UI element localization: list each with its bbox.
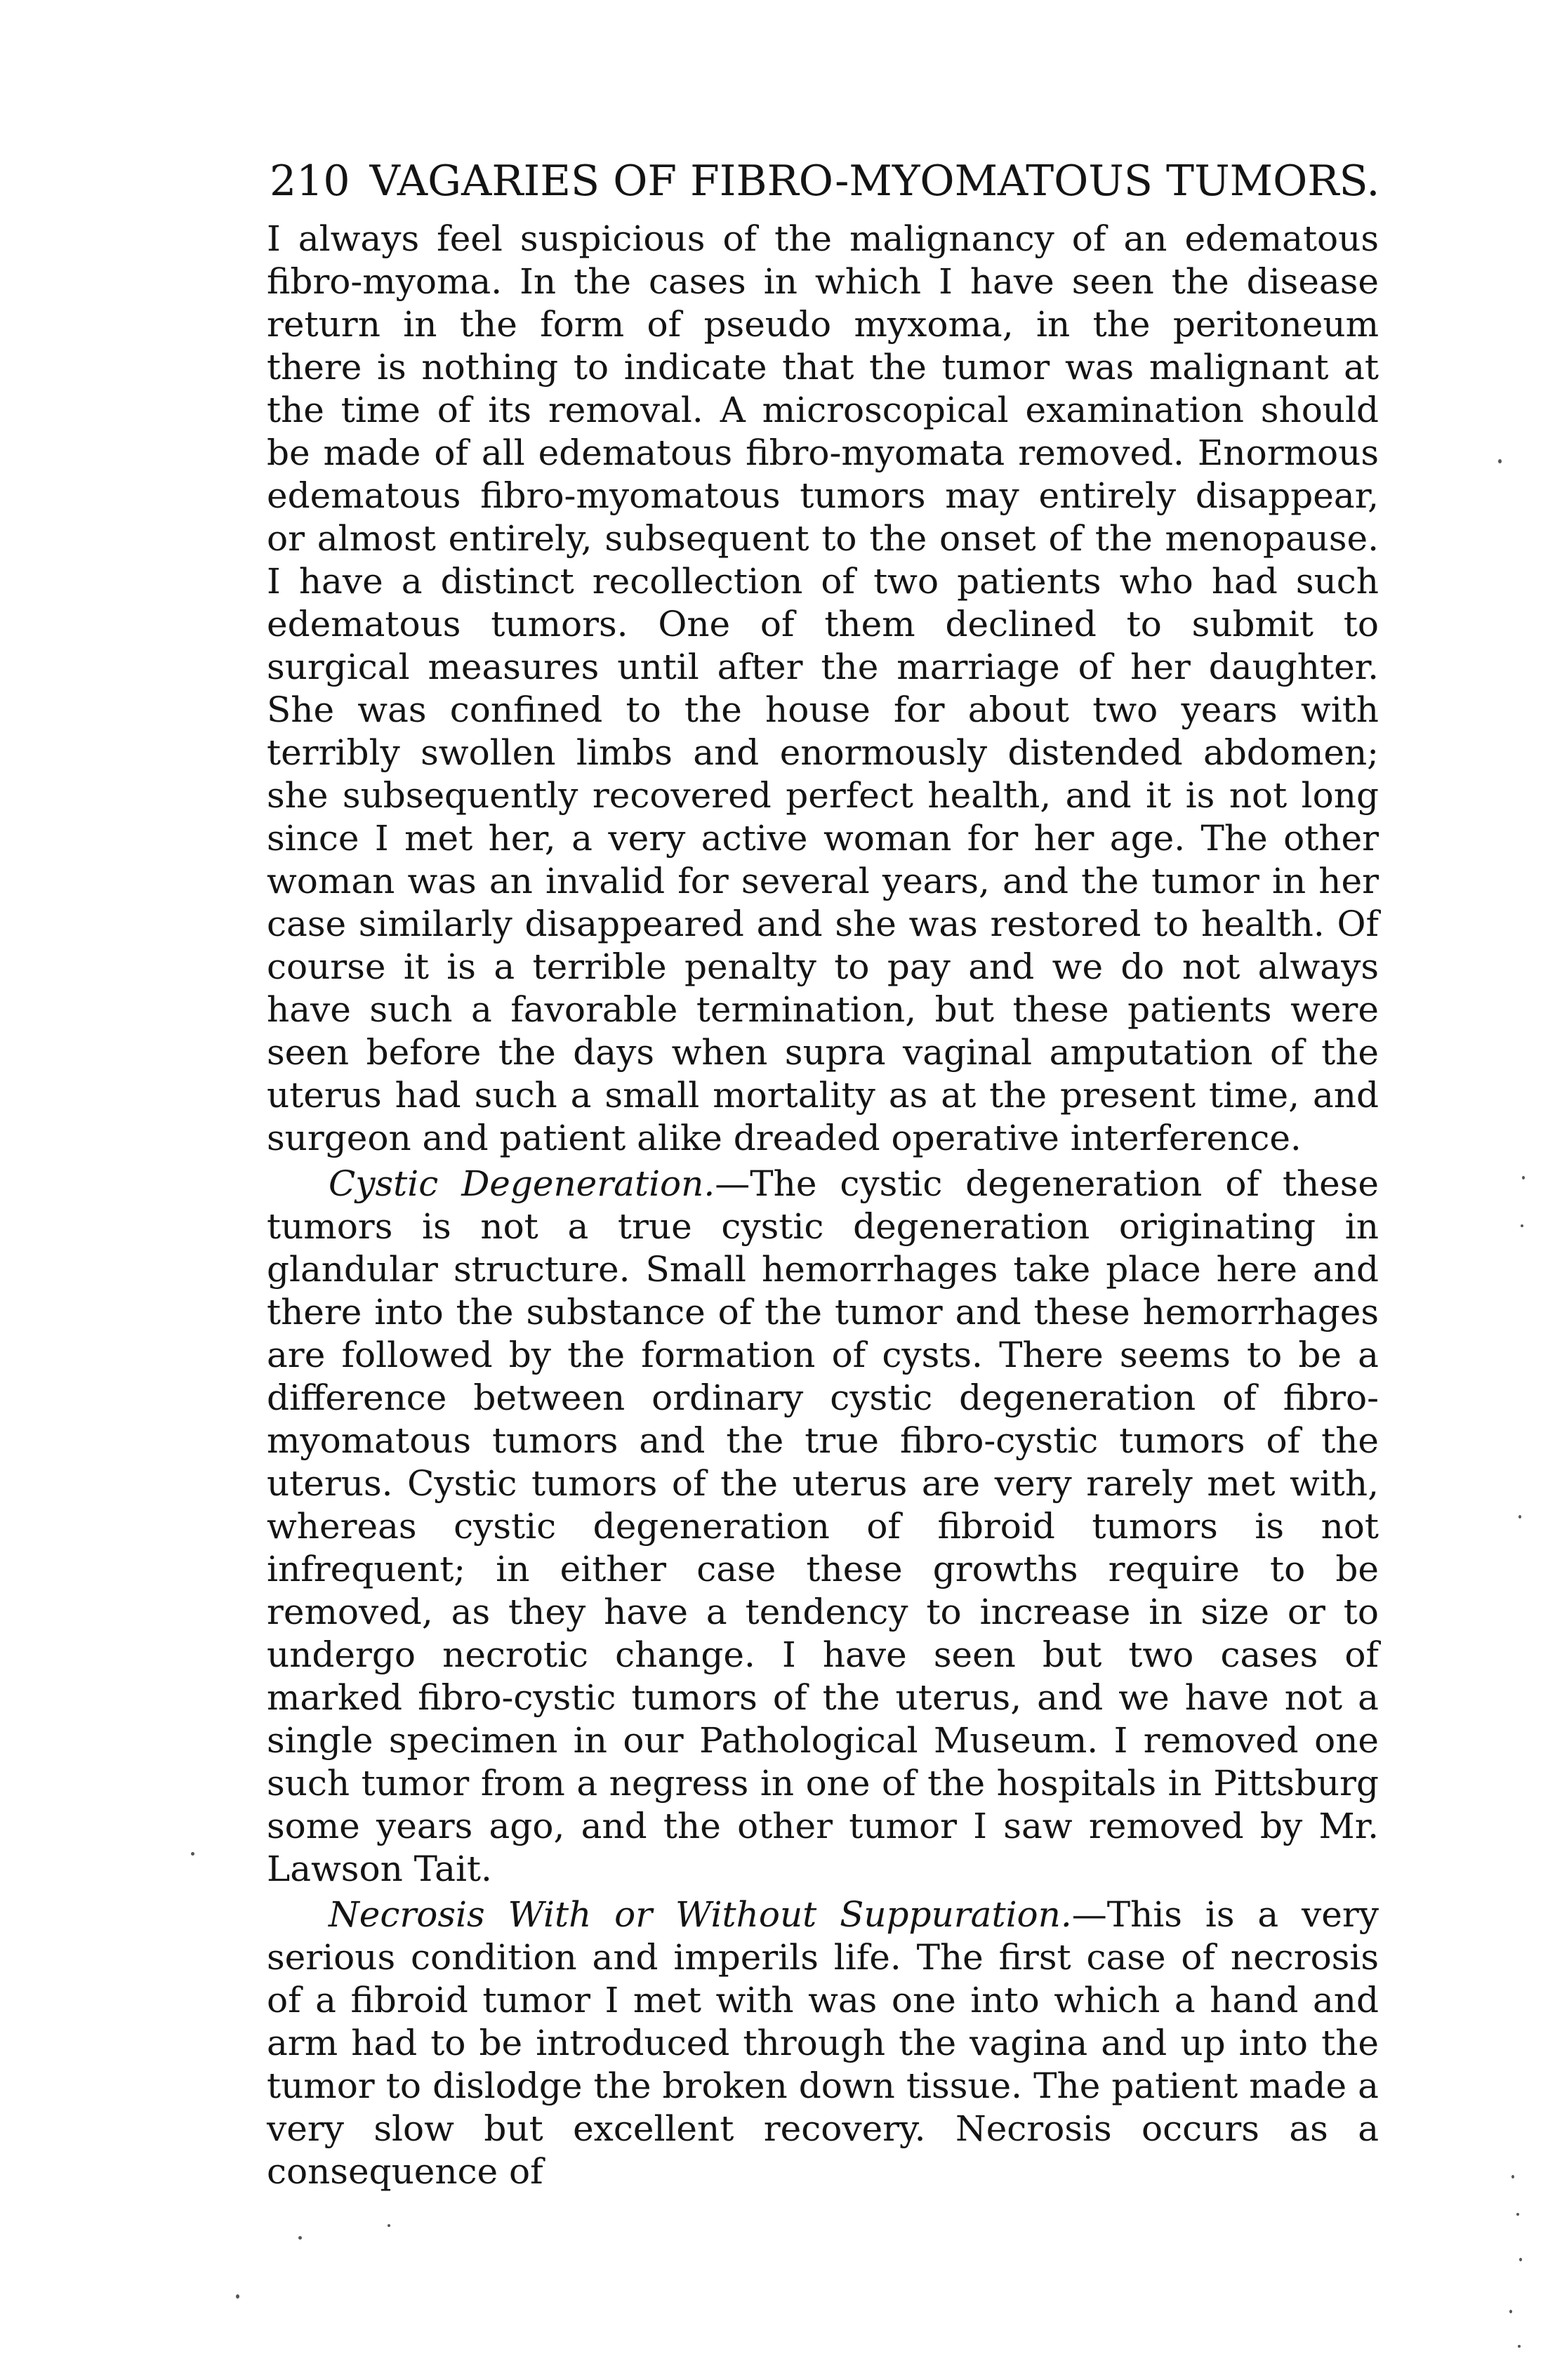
scan-speck	[298, 2236, 302, 2240]
body-text	[267, 218, 1379, 2193]
section-heading-cystic-degeneration: Cystic Degeneration.	[329, 1163, 715, 1204]
paragraph-necrosis	[267, 1893, 1379, 2193]
paragraph-cystic-degeneration	[267, 1163, 1379, 1891]
scan-speck	[1509, 2310, 1512, 2313]
scan-speck	[1518, 1515, 1521, 1519]
paragraph-text: —This is a very serious condition and imperils life. The first case of necrosis of a fibroid tumor I met with was one into which a hand and arm had to be introduced through the vagina and up into the tumor to dislodge the broken down tissue. The patient made a very slow but excellent recovery. Necrosis occurs as a consequence of	[267, 1894, 1379, 2192]
scan-speck	[1516, 2213, 1519, 2216]
scan-speck	[1498, 459, 1502, 463]
paragraph-edematous-fibromyoma: I always feel suspicious of the malignancy of an edematous fibro-myoma. In the cases in which I have seen the disease return in the form of pseudo myxoma, in the peritoneum there is nothing to indicate that the tumor was malignant at the time of its removal. A microscopical examination should be made of all edematous fibro-myomata removed. Enormous edematous fibro-myomatous tumors may entirely disappear, or almost entirely, subsequent to the onset of the menopause. I have a distinct recollection of two patients who had such edematous tumors. One of them declined to submit to surgical measures until after the marriage of her daughter. She was confined to the house for about two years with terribly swollen limbs and enormously distended abdomen; she subsequently recovered perfect health, and it is not long since I met her, a very active woman for her age. The other woman was an invalid for several years, and the tumor in her case similarly disappeared and she was restored to health. Of course it is a terrible penalty to pay and we do not always have such a favorable termination, but these patients were seen before the days when supra vaginal amputation of the uterus had such a small mortality as at the present time, and surgeon and patient alike dreaded operative interference.	[267, 218, 1379, 1158]
page-number: 210	[270, 157, 350, 206]
scan-speck	[191, 1852, 194, 1856]
scan-speck	[1518, 2345, 1521, 2348]
paragraph-text: —The cystic degeneration of these tumors is not a true cystic degeneration originating in glandular structure. Small hemorrhages take place here and there into the substance of the tumor and these hemorrhages are followed by the formation of cysts. There seems to be a difference between ordinary cystic degeneration of fibro-myomatous tumors and the true fibro-cystic tumors of the uterus. Cystic tumors of the uterus are very rarely met with, whereas cystic degeneration of fibroid tumors is not infrequent; in either case these growths require to be removed, as they have a tendency to increase in size or to undergo necrotic change. I have seen but two cases of marked fibro-cystic tumors of the uterus, and we have not a single specimen in our Pathological Museum. I removed one such tumor from a negress in one of the hospitals in Pittsburg some years ago, and the other tumor I saw removed by Mr. Lawson Tait.	[267, 1163, 1379, 1889]
section-heading-necrosis: Necrosis With or Without Suppuration.	[329, 1894, 1072, 1935]
running-head	[270, 153, 1379, 209]
scan-speck	[236, 2294, 239, 2299]
scan-speck	[1522, 1176, 1525, 1179]
scan-speck	[388, 2224, 390, 2227]
scan-speck	[1519, 2258, 1522, 2261]
scan-speck	[1511, 2175, 1514, 2179]
scan-speck	[1521, 1224, 1523, 1227]
running-title: VAGARIES OF FIBRO-MYOMATOUS TUMORS.	[369, 157, 1380, 206]
